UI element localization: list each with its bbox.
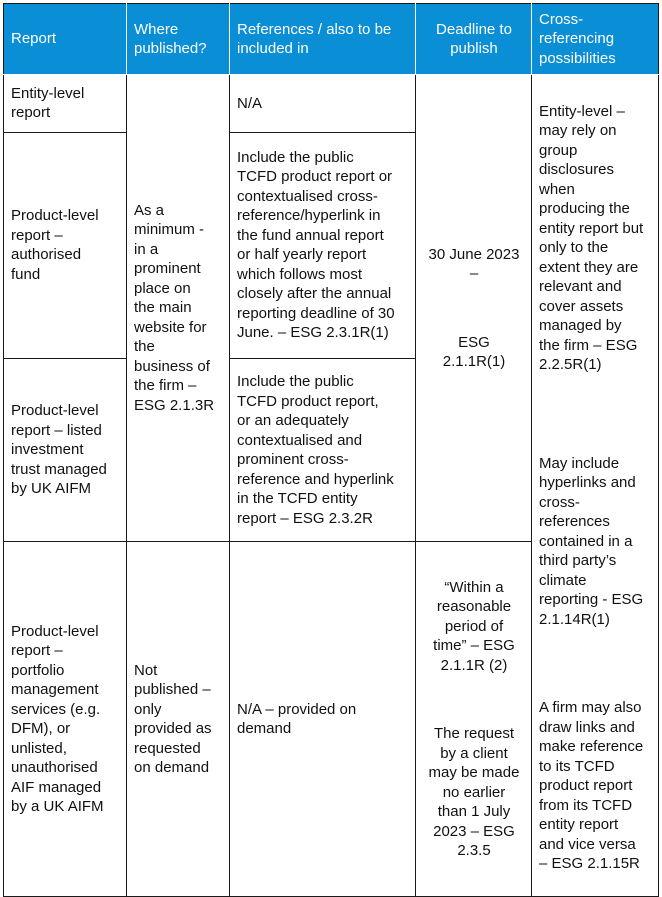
shared-deadline-cell [416,75,532,542]
authorised-report-cell: Product-level report – authorised fund [4,132,127,358]
header-references: References / also to be included in [230,4,416,75]
entity-report-cell: Entity-level report [4,75,127,133]
cross-ref-entity-level: Entity-level – may rely on group disclosures when producing the entity report but only to the extent they are relevant and cover assets managed by the firm – ESG 2.2.5R(1) [539,102,644,373]
cross-referencing-cell [532,75,659,897]
cross-ref-hyperlinks: May include hyperlinks and cross- references contained in a third party’s climate reporting - ESG 2.1.14R(1) [539,454,644,628]
header-report: Report [4,4,127,75]
deadline-date: 30 June 2023 – [428,245,520,283]
portfolio-references-cell: N/A – provided on demand [230,542,416,897]
table-header-row [4,4,659,75]
listed-trust-report-cell: Product-level report – listed investment trust managed by UK AIFM [4,358,127,541]
portfolio-deadline-request: The request by a client may be made no earlier than 1 July 2023 – ESG 2.3.5 [428,725,520,860]
authorised-references-cell: Include the public TCFD product report or contextualised cross- reference/hyperlink in the fund annual report or half yearly report which follows most closely after the annual reporting deadline of 30 June. – ESG 2.3.1R(1) [230,132,416,358]
cross-ref-vice-versa: A firm may also draw links and make reference to its TCFD product report from its TCFD entity report and vice versa – ESG 2.1.15R [539,699,644,872]
header-deadline: Deadline to publish [416,4,532,75]
portfolio-where-published-cell: Not published – only provided as requested on demand [127,542,230,897]
entity-references-cell: N/A [230,75,416,133]
esg-reporting-table [3,3,659,897]
portfolio-report-cell: Product-level report – portfolio management services (e.g. DFM), or unlisted, unauthorised AIF managed by a UK AIFM [4,542,127,897]
shared-where-published-cell: As a minimum - in a prominent place on the main website for the business of the firm – ESG 2.1.3R [127,75,230,542]
portfolio-deadline-reasonable: “Within a reasonable period of time” – ESG 2.1.1R (2) [433,578,515,674]
table-row-entity [4,75,659,133]
listed-trust-references-cell: Include the public TCFD product report, or an adequately contextualised and prominent cross- reference and hyperlink in the TCFD entity report – ESG 2.3.2R [230,358,416,541]
header-cross-referencing: Cross- referencing possibilities [532,4,659,75]
deadline-rule: ESG 2.1.1R(1) [442,333,506,371]
header-where-published: Where published? [127,4,230,75]
portfolio-deadline-cell [416,542,532,897]
